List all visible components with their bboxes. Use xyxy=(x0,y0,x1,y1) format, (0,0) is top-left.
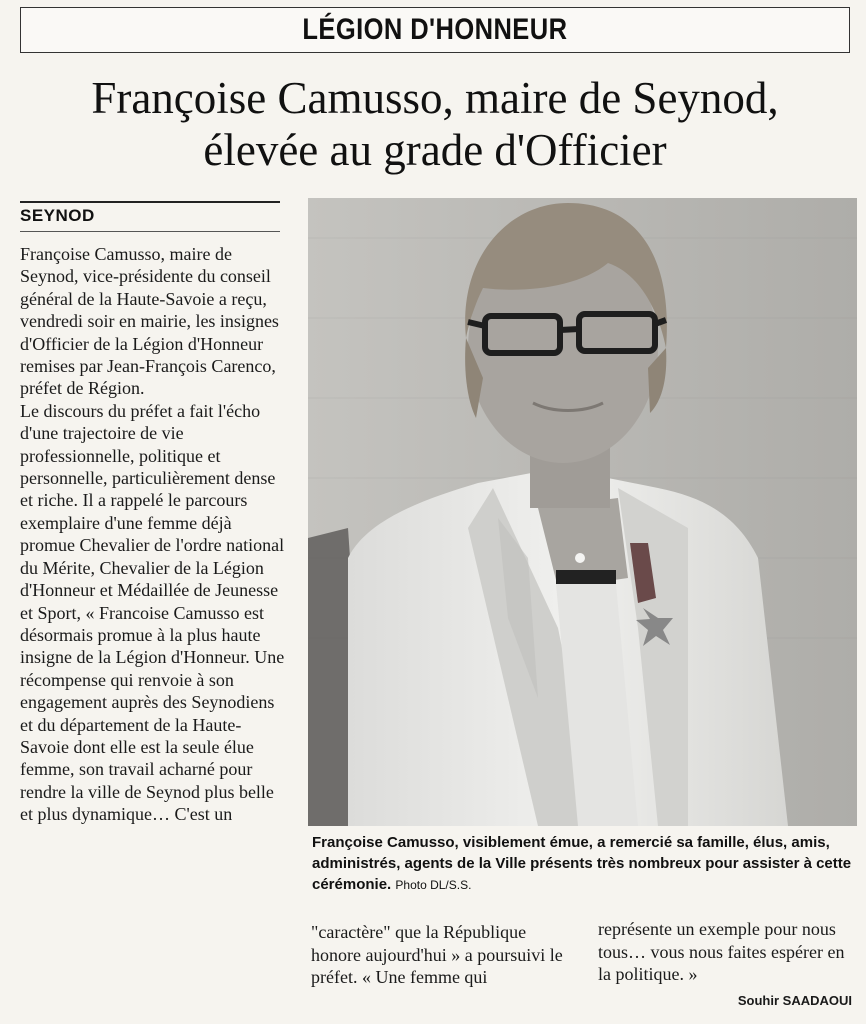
caption-text: Françoise Camusso, visiblement émue, a remercié sa famille, élus, amis, administrés, agents de la Ville présents très nombreux pour assister à cette cérémonie. xyxy=(312,834,852,893)
paragraph-1: Françoise Camusso, maire de Seynod, vice-présidente du conseil général de la Haute-Savoie a reçu, vendredi soir en mairie, les insignes d'Officier de la Légion d'Honneur remises par Jean-François Carenco, préfet de Région. xyxy=(20,244,279,399)
paragraph-4: représente un exemple pour nous tous… vous nous faites espérer en la politique. » xyxy=(598,919,845,984)
article-body-right xyxy=(598,918,860,986)
headline-line-2: élevée au grade d'Officier xyxy=(203,125,667,175)
portrait-image xyxy=(308,198,857,826)
photo-caption xyxy=(312,832,852,896)
headline-line-1: Françoise Camusso, maire de Seynod, xyxy=(91,73,779,123)
article-body-left xyxy=(20,243,290,826)
headline xyxy=(20,72,850,176)
author-signature: Souhir SAADAOUI xyxy=(737,993,852,1008)
section-label: LÉGION D'HONNEUR xyxy=(302,13,568,46)
paragraph-3: "caractère" que la République honore aujourd'hui » a poursuivi le préfet. « Une femme qui xyxy=(311,922,563,987)
article-photo xyxy=(308,198,857,826)
dateline: SEYNOD xyxy=(20,201,280,226)
photo-credit: Photo DL/S.S. xyxy=(395,878,472,892)
article-body-middle xyxy=(311,921,573,989)
section-banner xyxy=(20,7,850,53)
paragraph-2: Le discours du préfet a fait l'écho d'une trajectoire de vie professionnelle, politique et personnelle, particulièrement dense et riche. Il a rappelé le parcours exemplaire d'une femme déjà promue Chevalier de l'ordre national du Mérite, Chevalier de la Légion d'Honneur et Médaillée de Jeunesse et Sport, « Francoise Camusso est désormais promue à la plus haute insigne de la Légion d'Honneur. Une récompense qui renvoie à son engagement auprès des Seynodiens et du département de la Haute-Savoie dont elle est la seule élue femme, son travail acharné pour rendre la ville de Seynod plus belle et plus dynamique… C'est un xyxy=(20,400,285,825)
